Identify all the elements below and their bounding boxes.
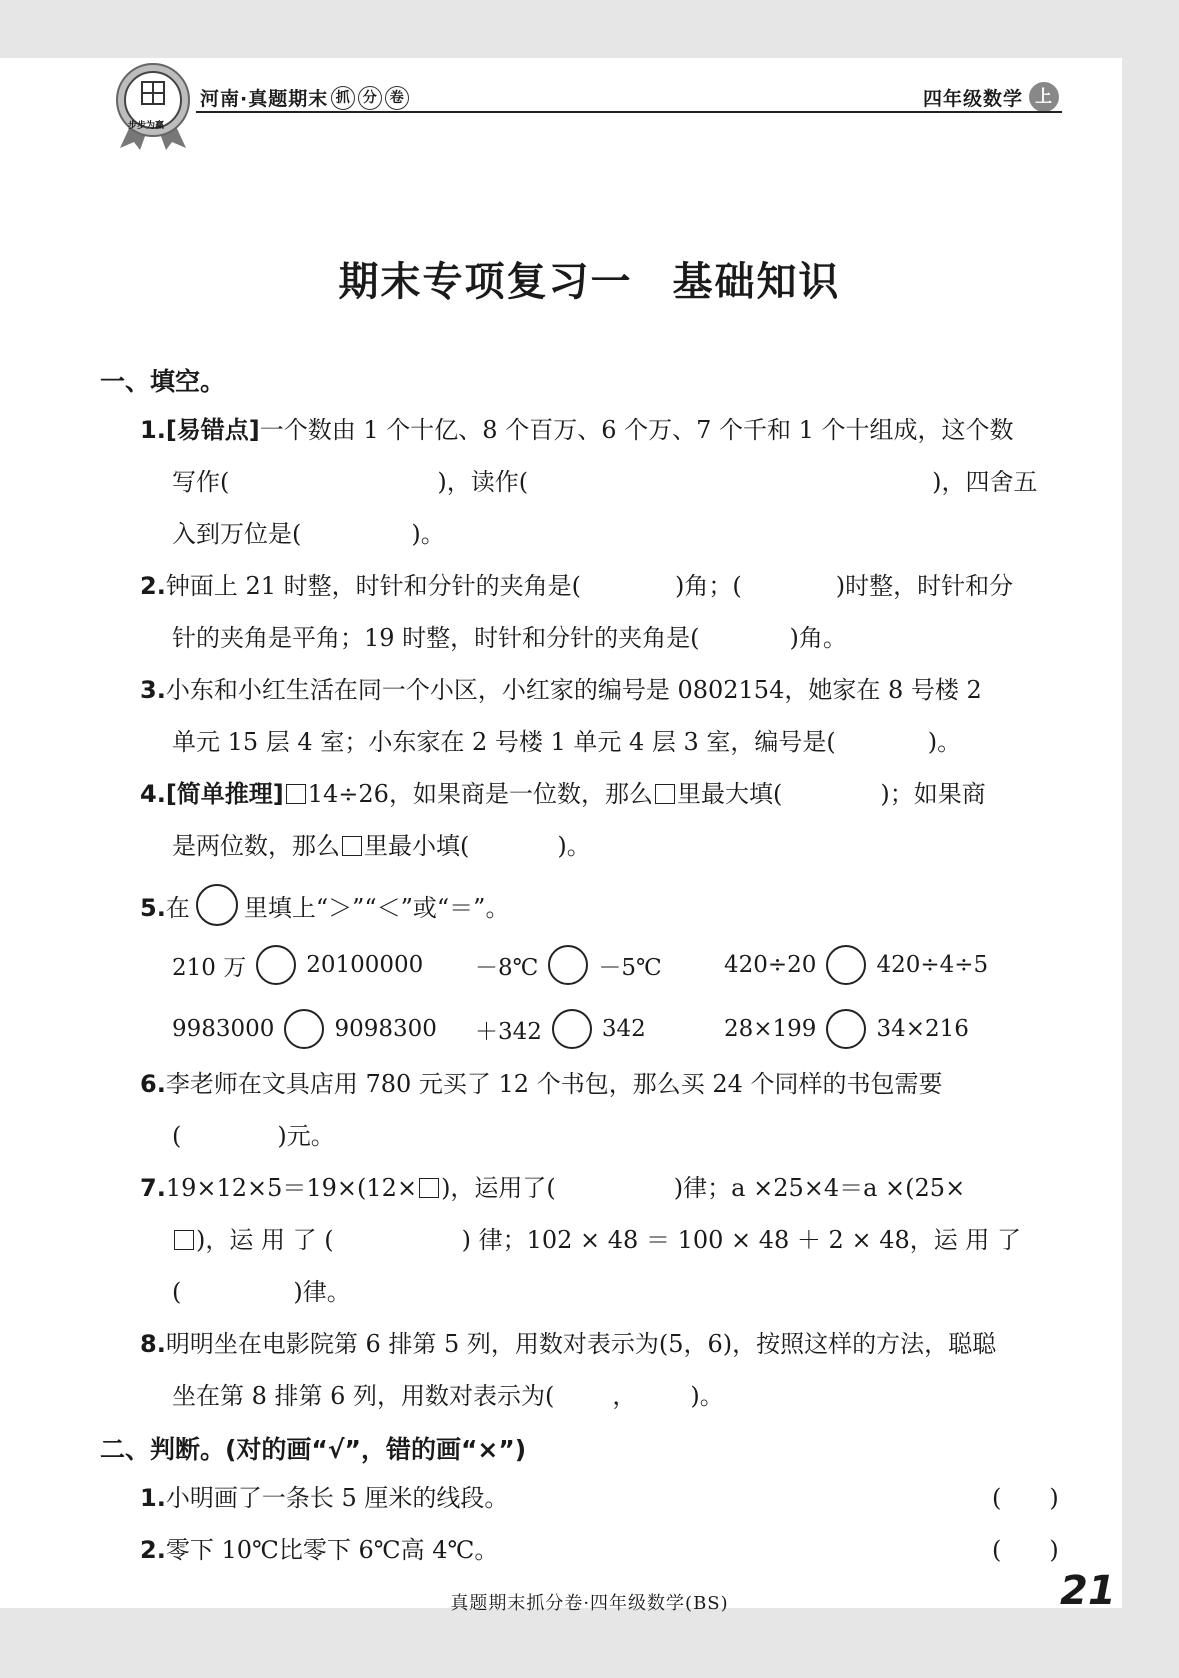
j1-text: 小明画了一条长 5 厘米的线段。 (165, 1484, 509, 1512)
q7-text-1a: 19×12×5＝19×(12× (165, 1174, 418, 1202)
q1-text-3a: 入到万位是( (172, 520, 302, 548)
compare-right: －5℃ (598, 954, 662, 981)
compare-item-1 (172, 945, 423, 985)
header-grade (923, 82, 1059, 112)
q3-text-2a: 单元 15 层 4 室；小东家在 2 号楼 1 单元 4 层 3 室，编号是( (172, 728, 836, 756)
q4-number: 4. (140, 780, 166, 808)
compare-item-5 (475, 1009, 646, 1049)
header-series (200, 84, 409, 111)
q7-line-2 (172, 1224, 1021, 1256)
q4-line-2 (172, 830, 591, 862)
q3-line-1 (140, 674, 982, 706)
compare-right: 342 (601, 1016, 646, 1042)
q6-line-1 (140, 1068, 943, 1100)
compare-circle[interactable] (548, 945, 588, 985)
compare-right: 9098300 (334, 1016, 437, 1042)
q5-line-1 (140, 884, 509, 926)
compare-left: 28×199 (724, 1016, 817, 1042)
compare-circle[interactable] (552, 1009, 592, 1049)
q8-text-2b: ， (612, 1382, 637, 1410)
compare-item-6 (724, 1009, 969, 1049)
q8-number: 8. (140, 1330, 166, 1358)
q7-line-1 (140, 1172, 965, 1204)
q8-text-2c: )。 (690, 1382, 724, 1410)
q2-line-1 (140, 570, 1013, 602)
q2-text-2b: )角。 (789, 624, 847, 652)
compare-circle[interactable] (284, 1009, 324, 1049)
q6-text-2b: )元。 (277, 1122, 335, 1150)
q1-text-3b: )。 (411, 520, 445, 548)
q7-text-3a: ( (172, 1278, 182, 1306)
compare-right: 34×216 (876, 1016, 969, 1042)
logo-badge-icon (112, 62, 194, 150)
q1-line-3 (172, 518, 445, 550)
q2-number: 2. (140, 572, 166, 600)
q5-text-post: 里填上“＞”“＜”或“＝”。 (243, 894, 510, 922)
q1-line-1 (140, 414, 1014, 446)
q7-line-3 (172, 1276, 351, 1308)
q8-text-2a: 坐在第 8 排第 6 列，用数对表示为( (172, 1382, 555, 1410)
q5-text-pre: 在 (165, 894, 190, 922)
compare-right: 20100000 (306, 952, 424, 978)
q7-number: 7. (140, 1174, 166, 1202)
header-char-3: 卷 (385, 86, 409, 110)
q2-line-2 (172, 622, 847, 654)
header-char-1: 抓 (331, 86, 355, 110)
q8-line-1 (140, 1328, 996, 1360)
logo-text: 步步为赢 (128, 121, 165, 131)
compare-left: ＋342 (475, 1018, 542, 1045)
q4-text-2a: 是两位数，那么 (172, 832, 340, 860)
q2-text-1c: )时整，时针和分 (835, 572, 1014, 600)
header-volume-badge: 上 (1029, 82, 1059, 112)
q7-text-2b: ) 律；102 × 48 ＝ 100 × 48 ＋ 2 × 48，运 用 了 (461, 1226, 1021, 1254)
q1-number: 1. (140, 416, 166, 444)
q4-text-1b: 里最大填( (676, 780, 783, 808)
q7-box-2 (174, 1230, 194, 1250)
q1-line-2 (172, 466, 1037, 498)
header-region: 河南·真题期末 (200, 88, 329, 110)
q1-text-2c: )，四舍五 (932, 468, 1038, 496)
compare-item-4 (172, 1009, 437, 1049)
header-divider (196, 111, 1062, 113)
q3-text-1: 小东和小红生活在同一个小区，小红家的编号是 0802154，她家在 8 号楼 2 (165, 676, 982, 704)
j2-text: 零下 10℃比零下 6℃高 4℃。 (165, 1536, 499, 1564)
j1-line (140, 1482, 508, 1514)
q6-number: 6. (140, 1070, 166, 1098)
q1-text-2b: )，读作( (437, 468, 529, 496)
q8-line-2 (172, 1380, 724, 1412)
q8-text-1: 明明坐在电影院第 6 排第 5 列，用数对表示为(5，6)，按照这样的方法，聪聪 (165, 1330, 997, 1358)
q7-text-1c: )律；a ×25×4＝a ×(25× (673, 1174, 966, 1202)
q3-line-2 (172, 726, 961, 758)
q4-text-2c: )。 (557, 832, 591, 860)
q4-box-2 (655, 784, 675, 804)
compare-circle[interactable] (826, 945, 866, 985)
q3-number: 3. (140, 676, 166, 704)
q6-line-2 (172, 1120, 335, 1152)
compare-item-3 (724, 945, 988, 985)
q7-text-2a: )，运 用 了 ( (196, 1226, 334, 1254)
j2-line (140, 1534, 498, 1566)
q2-text-1a: 钟面上 21 时整，时针和分针的夹角是( (165, 572, 581, 600)
header-char-2: 分 (358, 86, 382, 110)
section-fill-blank-heading: 一、填空。 (100, 367, 226, 396)
page-title (0, 250, 1179, 307)
q5-number: 5. (140, 894, 166, 922)
footer-text: 真题期末抓分卷·四年级数学(BS) (450, 1593, 729, 1614)
compare-circle[interactable] (826, 1009, 866, 1049)
page-number: 21 (1060, 1568, 1116, 1614)
q6-text-2a: ( (172, 1122, 182, 1150)
q6-text-1: 李老师在文具店用 780 元买了 12 个书包，那么买 24 个同样的书包需要 (165, 1070, 943, 1098)
q1-text-2a: 写作( (172, 468, 230, 496)
compare-left: 9983000 (172, 1016, 275, 1042)
q7-box-1 (419, 1178, 439, 1198)
compare-left: －8℃ (475, 954, 539, 981)
compare-left: 210 万 (172, 954, 247, 981)
compare-item-2 (475, 945, 662, 985)
q4-tag: [简单推理] (165, 780, 284, 808)
compare-right: 420÷4÷5 (876, 952, 989, 978)
q3-text-2b: )。 (927, 728, 962, 756)
q2-text-2a: 针的夹角是平角；19 时整，时针和分针的夹角是( (172, 624, 700, 652)
q4-box-1 (286, 784, 306, 804)
j1-number: 1. (140, 1484, 166, 1512)
header-grade-text: 四年级数学 (922, 87, 1023, 110)
q4-line-1 (140, 778, 986, 810)
title-part-2: 基础知识 (672, 259, 841, 305)
q4-box-3 (342, 836, 362, 856)
q7-text-1b: )，运用了( (441, 1174, 556, 1202)
compare-left: 420÷20 (724, 952, 817, 978)
j2-number: 2. (140, 1536, 166, 1564)
q4-text-1c: )；如果商 (880, 780, 986, 808)
q7-text-3b: )律。 (293, 1278, 351, 1306)
q5-circle-icon (196, 884, 238, 926)
q4-text-2b: 里最小填( (364, 832, 470, 860)
q4-text-1a: 14÷26，如果商是一位数，那么 (307, 780, 653, 808)
q1-tag: [易错点] (165, 416, 260, 444)
q2-text-1b: )角；( (675, 572, 742, 600)
j1-answer-paren[interactable]: ( ) (992, 1484, 1059, 1512)
q1-text-1: 一个数由 1 个十亿、8 个百万、6 个万、7 个千和 1 个十组成，这个数 (259, 416, 1014, 444)
j2-answer-paren[interactable]: ( ) (992, 1536, 1059, 1564)
compare-circle[interactable] (256, 945, 296, 985)
section-judge-heading: 二、判断。(对的画“√”，错的画“×”) (100, 1435, 527, 1464)
title-part-1: 期末专项复习一 (338, 259, 633, 305)
